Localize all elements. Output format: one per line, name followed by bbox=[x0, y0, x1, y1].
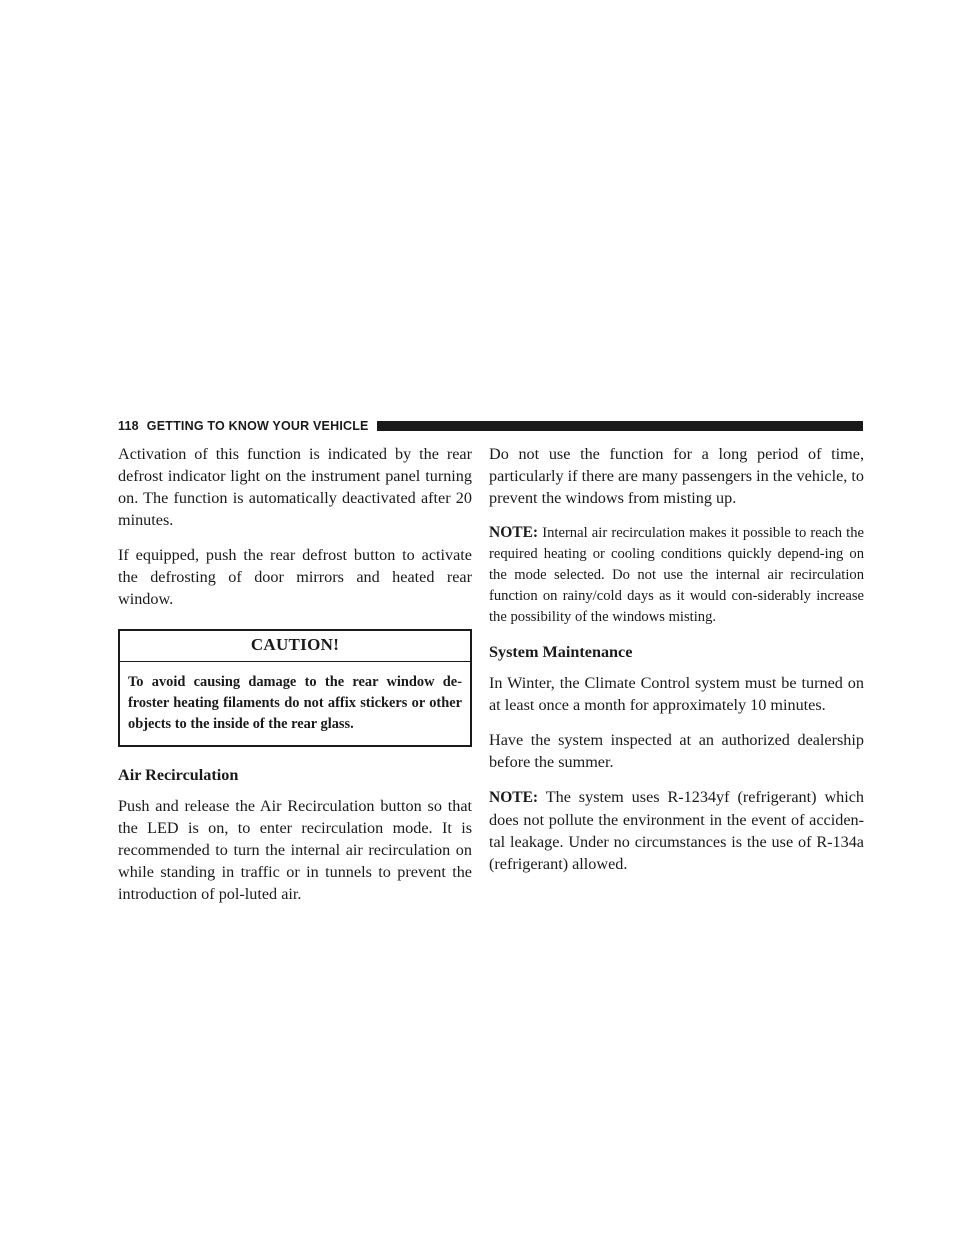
paragraph-inspection: Have the system inspected at an authorized dealership before the summer. bbox=[489, 731, 864, 771]
right-column bbox=[489, 443, 864, 888]
paragraph-air-recirculation: Push and release the Air Recirculation button so that the LED is on, to enter recirculation mode. It is recommended to turn the internal air recirculation on while standing in traffic or in tunnels to prevent the introduction of pol-luted air. bbox=[118, 797, 472, 903]
note-text: Internal air recirculation makes it possible to reach the required heating or cooling conditions quickly depend-ing on the mode selected. Do not use the internal air recirculation function on rainy/cold days as it would con-siderably increase the possibility of the windows misting. bbox=[489, 525, 864, 625]
heading-air-recirculation: Air Recirculation bbox=[118, 766, 239, 784]
note-label: NOTE: bbox=[489, 789, 539, 806]
note-label: NOTE: bbox=[489, 524, 539, 541]
paragraph-long-period-warning: Do not use the function for a long period of time, particularly if there are many passengers in the vehicle, to prevent the windows from misting up. bbox=[489, 445, 864, 507]
caution-box bbox=[118, 629, 472, 747]
left-column bbox=[118, 443, 472, 918]
heading-system-maintenance: System Maintenance bbox=[489, 643, 633, 661]
caution-body: To avoid causing damage to the rear window de-froster heating filaments do not affix stickers or other objects to the inside of the rear glass. bbox=[128, 674, 462, 732]
section-title: GETTING TO KNOW YOUR VEHICLE bbox=[146, 419, 369, 433]
page-number: 118 bbox=[118, 419, 139, 433]
caution-title: CAUTION! bbox=[120, 631, 470, 662]
note-refrigerant bbox=[489, 786, 864, 875]
page-header bbox=[118, 419, 863, 433]
paragraph-rear-defrost-button: If equipped, push the rear defrost button to activate the defrosting of door mirrors and heated rear window. bbox=[118, 546, 472, 608]
paragraph-winter-operation: In Winter, the Climate Control system must be turned on at least once a month for approximately 10 minutes. bbox=[489, 674, 864, 714]
paragraph-defrost-indicator: Activation of this function is indicated by the rear defrost indicator light on the instrument panel turning on. The function is automatically deactivated after 20 minutes. bbox=[118, 445, 472, 529]
note-text: The system uses R-1234yf (refrigerant) which does not pollute the environment in the event of acciden-tal leakage. Under no circumstances is the use of R-134a (refrigerant) allowed. bbox=[489, 788, 864, 873]
note-recirculation bbox=[489, 522, 864, 628]
header-rule bbox=[377, 421, 863, 431]
